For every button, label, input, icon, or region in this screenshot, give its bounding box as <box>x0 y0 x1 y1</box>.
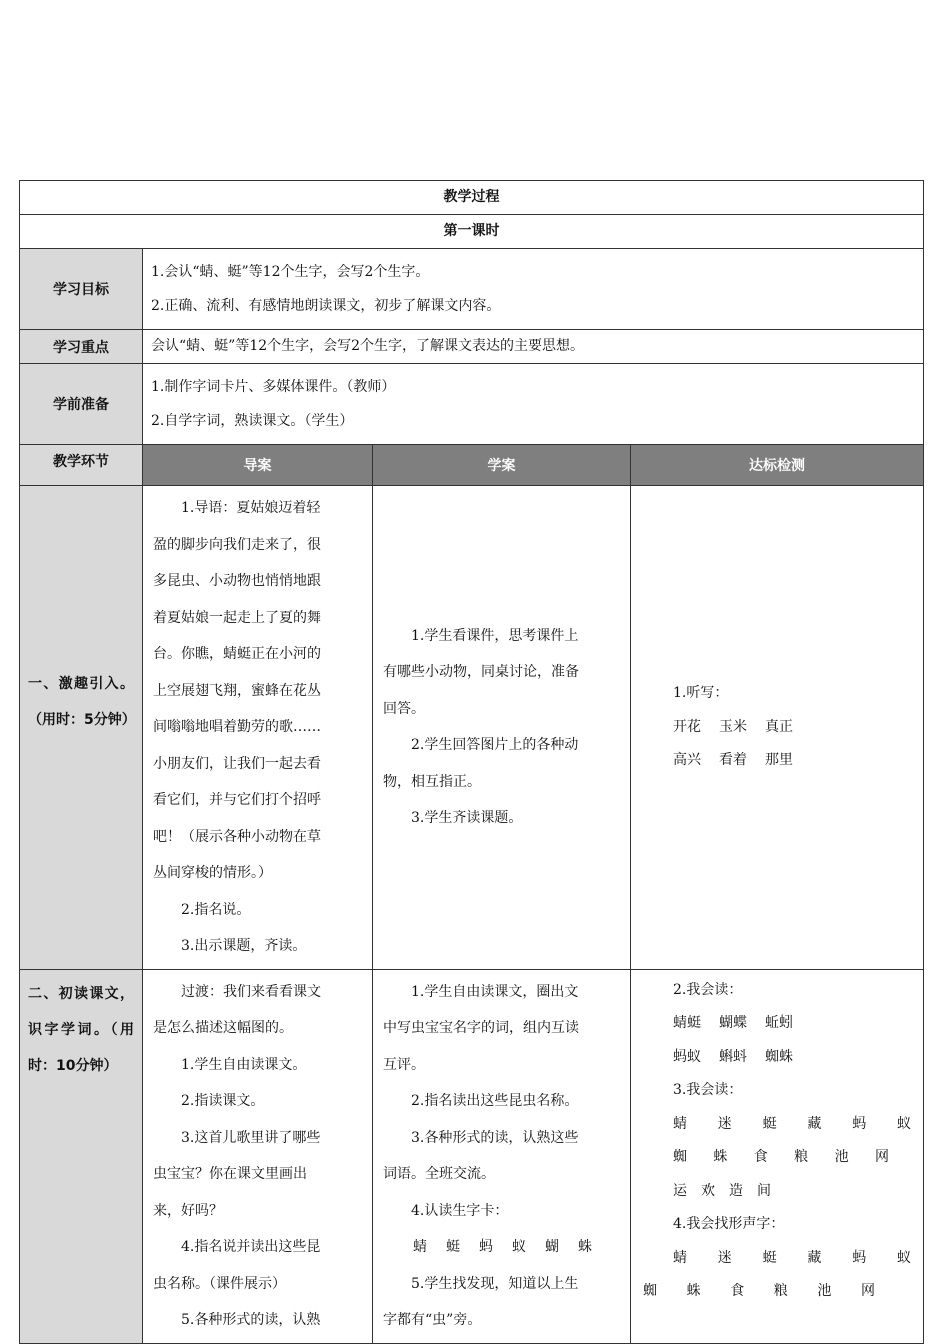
stage1-guide-line: 1.导语：夏姑娘迈着轻 <box>181 500 321 516</box>
read-char: 蚂 <box>852 1115 867 1132</box>
focus-content: 会认“蜻、蜓”等12个生字，会写2个生字，了解课文表达的主要思想。 <box>143 330 924 364</box>
find-row <box>643 1242 911 1276</box>
find-char: 蜘 <box>643 1283 657 1299</box>
find-char: 蛛 <box>686 1283 701 1299</box>
stage2-learn-line: 词语。全班交流。 <box>383 1166 495 1182</box>
focus-label: 学习重点 <box>20 330 143 364</box>
read-word: 蚯蚓 <box>765 1015 793 1031</box>
read-row <box>643 1007 911 1041</box>
dictation-word: 看着 <box>719 752 747 768</box>
stage1-guide-line: 2.指名说。 <box>181 901 251 918</box>
stage1-learn <box>373 486 631 970</box>
stage1-guide-line: 着夏姑娘一起走上了夏的舞 <box>153 609 321 626</box>
read2-title: 3.我会读： <box>673 1082 743 1098</box>
read-char: 蛛 <box>713 1149 728 1165</box>
prep-item: 1.制作字词卡片、多媒体课件。（教师） <box>151 379 396 395</box>
read-char: 间 <box>757 1182 771 1199</box>
find-char: 网 <box>860 1283 875 1299</box>
objectives-content <box>143 249 924 330</box>
read-char: 池 <box>834 1149 849 1165</box>
stage1-check-title: 1.听写： <box>673 685 729 701</box>
stage2-learn-line: 5.学生找发现，知道以上生 <box>411 1275 579 1292</box>
stage1-check <box>631 486 924 970</box>
stage2-guide-line: 2.指读课文。 <box>181 1093 265 1109</box>
stage2-guide-line: 是怎么描述这幅图的。 <box>153 1020 293 1036</box>
find-char: 食 <box>730 1283 745 1299</box>
find-char: 藏 <box>807 1249 822 1266</box>
stage1-learn-line: 1.学生看课件，思考课件上 <box>411 627 579 644</box>
find-char: 池 <box>817 1283 832 1299</box>
stage2-learn-line: 3.各种形式的读，认熟这些 <box>411 1129 579 1146</box>
read-char: 网 <box>874 1149 889 1165</box>
prep-label: 学前准备 <box>20 364 143 445</box>
read2-row <box>643 1108 911 1142</box>
stage2-guide-line: 4.指名说并读出这些昆 <box>181 1239 321 1255</box>
read-char: 造 <box>729 1182 743 1199</box>
col-head-check: 达标检测 <box>631 445 924 486</box>
read-char: 蜓 <box>762 1115 777 1132</box>
objective-item: 2.正确、流利、有感情地朗读课文，初步了解课文内容。 <box>151 298 501 314</box>
stage2-check <box>631 969 924 1343</box>
stage1-guide-line: 丛间穿梭的情形。） <box>153 865 272 881</box>
prep-content <box>143 364 924 445</box>
stage1-guide-line: 台。你瞧，蜻蜓正在小河的 <box>153 646 321 662</box>
objectives-label: 学习目标 <box>20 249 143 330</box>
stage2-guide-line: 虫名称。（课件展示） <box>153 1275 286 1292</box>
read-char: 迷 <box>717 1115 732 1132</box>
stage1-guide-line: 上空展翅飞翔，蜜蜂在花丛 <box>153 682 321 699</box>
find-char: 迷 <box>717 1249 732 1266</box>
char-card: 蝴 <box>545 1239 559 1255</box>
col-head-learn: 学案 <box>373 445 631 486</box>
read-word: 蜻蜓 <box>673 1015 701 1031</box>
stage1-guide <box>143 486 373 970</box>
stage2-guide-line: 过渡：我们来看看课文 <box>181 983 321 1000</box>
read-char: 粮 <box>794 1149 809 1165</box>
stage2-learn <box>373 969 631 1343</box>
stage1-guide-line: 间嗡嗡地唱着勤劳的歌…… <box>153 719 321 735</box>
stage1-learn-line: 物，相互指正。 <box>383 773 481 790</box>
col-head-guide: 导案 <box>143 445 373 486</box>
objective-item: 1.会认“蜻、蜓”等12个生字，会写2个生字。 <box>151 264 430 280</box>
stage2-guide-line: 5.各种形式的读，认熟 <box>181 1312 321 1328</box>
char-card: 蚂 <box>479 1239 493 1255</box>
stage2-learn-line: 中写虫宝宝名字的词，组内互读 <box>383 1020 579 1036</box>
stage2-guide-line: 虫宝宝？你在课文里画出 <box>153 1166 307 1182</box>
read-char: 藏 <box>807 1115 822 1132</box>
find-row <box>643 1275 911 1309</box>
find-char: 蚂 <box>852 1249 867 1266</box>
dictation-word: 真正 <box>765 718 793 735</box>
read-char: 运 <box>673 1182 687 1199</box>
stage2-guide-line: 1.学生自由读课文。 <box>181 1056 307 1073</box>
lesson-title: 第一课时 <box>20 215 924 249</box>
find-char: 粮 <box>773 1283 788 1299</box>
teaching-process-table <box>19 180 924 1344</box>
stage2-learn-line: 1.学生自由读课文，圈出文 <box>411 983 579 1000</box>
dictation-word: 开花 <box>673 718 701 735</box>
read-char: 欢 <box>701 1182 715 1199</box>
read2-row <box>643 1141 911 1175</box>
find-char: 蚁 <box>896 1249 911 1266</box>
stage2-name: 二、初读课文，识字学词。（用时：10分钟） <box>20 969 143 1343</box>
char-card: 蛛 <box>578 1239 592 1255</box>
char-card: 蜓 <box>446 1239 460 1255</box>
char-card: 蚁 <box>512 1239 526 1255</box>
prep-item: 2.自学字词，熟读课文。（学生） <box>151 413 354 429</box>
read-char: 蚁 <box>896 1115 911 1132</box>
stage1-guide-line: 多昆虫、小动物也悄悄地跟 <box>153 573 321 589</box>
stage2-guide-line: 来，好吗？ <box>153 1202 223 1219</box>
stage1-learn-line: 回答。 <box>383 700 425 717</box>
read-char: 蜻 <box>673 1115 687 1132</box>
find-char: 蜓 <box>762 1249 777 1266</box>
read-char: 食 <box>753 1149 768 1165</box>
stage1-learn-line: 2.学生回答图片上的各种动 <box>411 737 579 754</box>
read-char: 蜘 <box>673 1149 687 1165</box>
dictation-word: 高兴 <box>673 752 701 768</box>
read-word: 蝴蝶 <box>719 1015 747 1031</box>
stage2-learn-line: 2.指名读出这些昆虫名称。 <box>411 1093 579 1109</box>
find-title: 4.我会找形声字： <box>673 1216 785 1232</box>
read-word: 蜘蛛 <box>765 1048 793 1065</box>
stage1-guide-line: 小朋友们，让我们一起去看 <box>153 755 321 772</box>
stage1-check-row <box>673 744 911 778</box>
read-row <box>643 1041 911 1075</box>
stage2-learn-line: 字都有“虫”旁。 <box>383 1312 482 1328</box>
read-title: 2.我会读： <box>673 981 743 998</box>
stage1-guide-line: 吧！（展示各种小动物在草 <box>153 828 321 845</box>
table-title: 教学过程 <box>20 181 924 215</box>
read-word: 蚂蚁 <box>673 1048 701 1065</box>
dictation-word: 玉米 <box>719 718 747 735</box>
stage1-name: 一、激趣引入。（用时：5分钟） <box>20 486 143 970</box>
char-card: 蜻 <box>413 1239 427 1255</box>
stage1-guide-line: 看它们，并与它们打个招呼 <box>153 792 321 808</box>
stage2-guide <box>143 969 373 1343</box>
find-char: 蜻 <box>673 1249 687 1266</box>
stage1-guide-line: 3.出示课题，齐读。 <box>181 938 307 954</box>
stage2-guide-line: 3.这首儿歌里讲了哪些 <box>181 1129 321 1146</box>
read-word: 蝌蚪 <box>719 1048 747 1065</box>
stage2-learn-line: 4.认读生字卡： <box>411 1202 509 1219</box>
stage2-learn-line: 互评。 <box>383 1056 425 1073</box>
stage1-learn-line: 3.学生齐读课题。 <box>411 810 523 827</box>
stage1-learn-line: 有哪些小动物，同桌讨论，准备 <box>383 664 579 681</box>
stage2-learn-chars <box>383 1229 620 1266</box>
stage1-check-row <box>673 711 911 745</box>
stage1-guide-line: 盈的脚步向我们走来了，很 <box>153 536 321 553</box>
col-head-stage: 教学环节 <box>20 445 143 486</box>
dictation-word: 那里 <box>765 752 793 768</box>
read2-row <box>643 1175 911 1209</box>
